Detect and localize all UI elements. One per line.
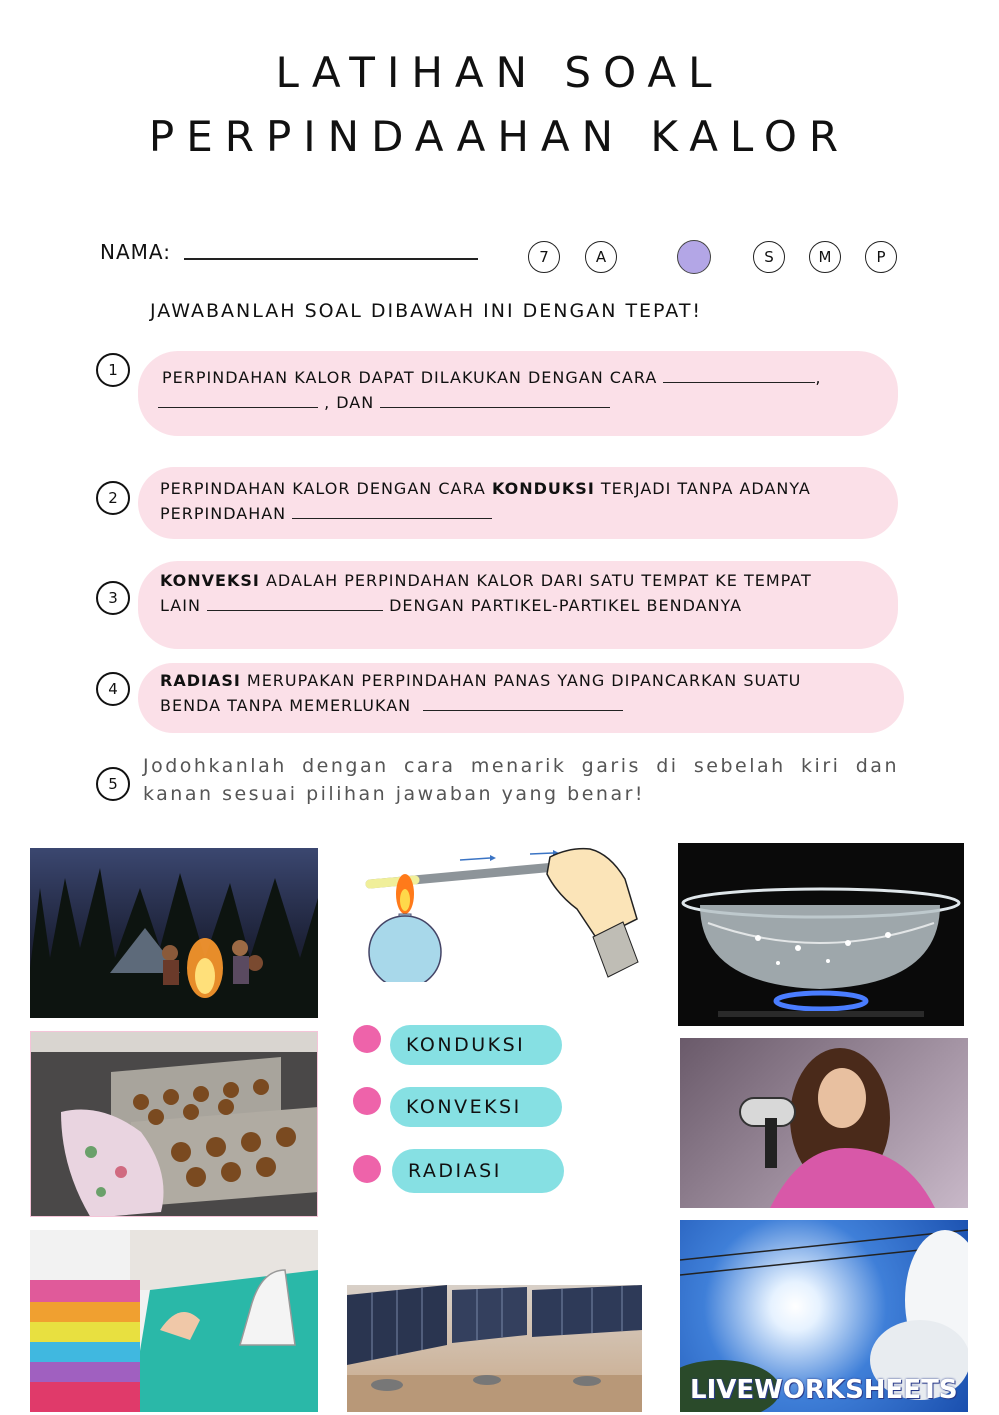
q3-blank[interactable]: [207, 595, 383, 611]
q3-text-c: DENGAN PARTIKEL-PARTIKEL BENDANYA: [389, 596, 743, 615]
question-1-number: 1: [96, 353, 130, 387]
title-line-2: PERPINDAAHAN KALOR: [148, 112, 851, 161]
class-badge-a: A: [585, 241, 617, 273]
solar-panels-drawing: [347, 1285, 642, 1412]
q2-blank[interactable]: [292, 503, 492, 519]
name-field[interactable]: [184, 258, 478, 260]
class-badge-m: M: [809, 241, 841, 273]
option-dot-konveksi[interactable]: [353, 1087, 381, 1115]
name-label: NAMA:: [100, 240, 171, 264]
q2-text-a: PERPINDAHAN KALOR DENGAN CARA: [160, 479, 486, 498]
option-dot-konduksi[interactable]: [353, 1025, 381, 1053]
q2-keyword: KONDUKSI: [491, 479, 595, 498]
boiling-pot-photo: [678, 843, 964, 1026]
decorative-dot: [677, 240, 711, 274]
question-1-card: PERPINDAHAN KALOR DAPAT DILAKUKAN DENGAN CARA , , DAN: [138, 351, 898, 436]
q2-text-c: PERPINDAHAN: [160, 504, 287, 523]
brand-watermark: LIVEWORKSHEETS: [690, 1375, 958, 1405]
option-dot-radiasi[interactable]: [353, 1155, 381, 1183]
class-badge-7: 7: [528, 241, 560, 273]
question-4-number: 4: [96, 672, 130, 706]
campfire-photo: [30, 848, 318, 1018]
class-badge-p: P: [865, 241, 897, 273]
q2-text-b: TERJADI TANPA ADANYA: [600, 479, 811, 498]
campfire-illustration: [30, 848, 318, 1018]
q1-blank-1[interactable]: [663, 367, 815, 383]
q4-blank[interactable]: [423, 695, 623, 711]
option-konveksi[interactable]: KONVEKSI: [390, 1087, 562, 1127]
question-5-number: 5: [96, 767, 130, 801]
conduction-rod-illustration: [355, 842, 640, 982]
q1-text-b: , DAN: [324, 393, 375, 412]
solar-panels-photo: [347, 1285, 642, 1412]
oven-drawing: [31, 1032, 318, 1217]
q3-text-b: LAIN: [160, 596, 201, 615]
question-2-number: 2: [96, 481, 130, 515]
q1-text-a: PERPINDAHAN KALOR DAPAT DILAKUKAN DENGAN CARA: [162, 368, 658, 387]
question-3-card: [138, 561, 898, 649]
q4-text-b: BENDA TANPA MEMERLUKAN: [160, 696, 412, 715]
instruction: JAWABANLAH SOAL DIBAWAH INI DENGAN TEPAT!: [150, 300, 703, 322]
hair-dryer-photo: [680, 1038, 968, 1208]
ironing-photo: [30, 1230, 318, 1412]
q4-keyword: RADIASI: [160, 671, 241, 690]
question-5-text: Jodohkanlah dengan cara menarik garis di sebelah kiri dan kanan sesuai pilihan jawaban yang benar!: [143, 755, 899, 805]
title-line-1: LATIHAN SOAL: [275, 48, 724, 97]
question-2-card: [138, 467, 898, 539]
question-3-number: 3: [96, 581, 130, 615]
ironing-drawing: [30, 1230, 318, 1412]
q3-keyword: KONVEKSI: [160, 571, 260, 590]
q1-blank-2[interactable]: [158, 392, 318, 408]
oven-cookies-photo: [30, 1031, 318, 1217]
boiling-pot-drawing: [678, 843, 964, 1026]
hair-dryer-drawing: [680, 1038, 968, 1208]
q4-text-a: MERUPAKAN PERPINDAHAN PANAS YANG DIPANCARKAN SUATU: [246, 671, 802, 690]
burner-rod-drawing: [355, 842, 640, 982]
option-konduksi[interactable]: KONDUKSI: [390, 1025, 562, 1065]
question-4-card: [138, 663, 904, 733]
q1-blank-3[interactable]: [380, 392, 610, 408]
option-radiasi[interactable]: RADIASI: [392, 1149, 564, 1193]
q3-text-a: ADALAH PERPINDAHAN KALOR DARI SATU TEMPAT KE TEMPAT: [265, 571, 812, 590]
class-badge-s: S: [753, 241, 785, 273]
